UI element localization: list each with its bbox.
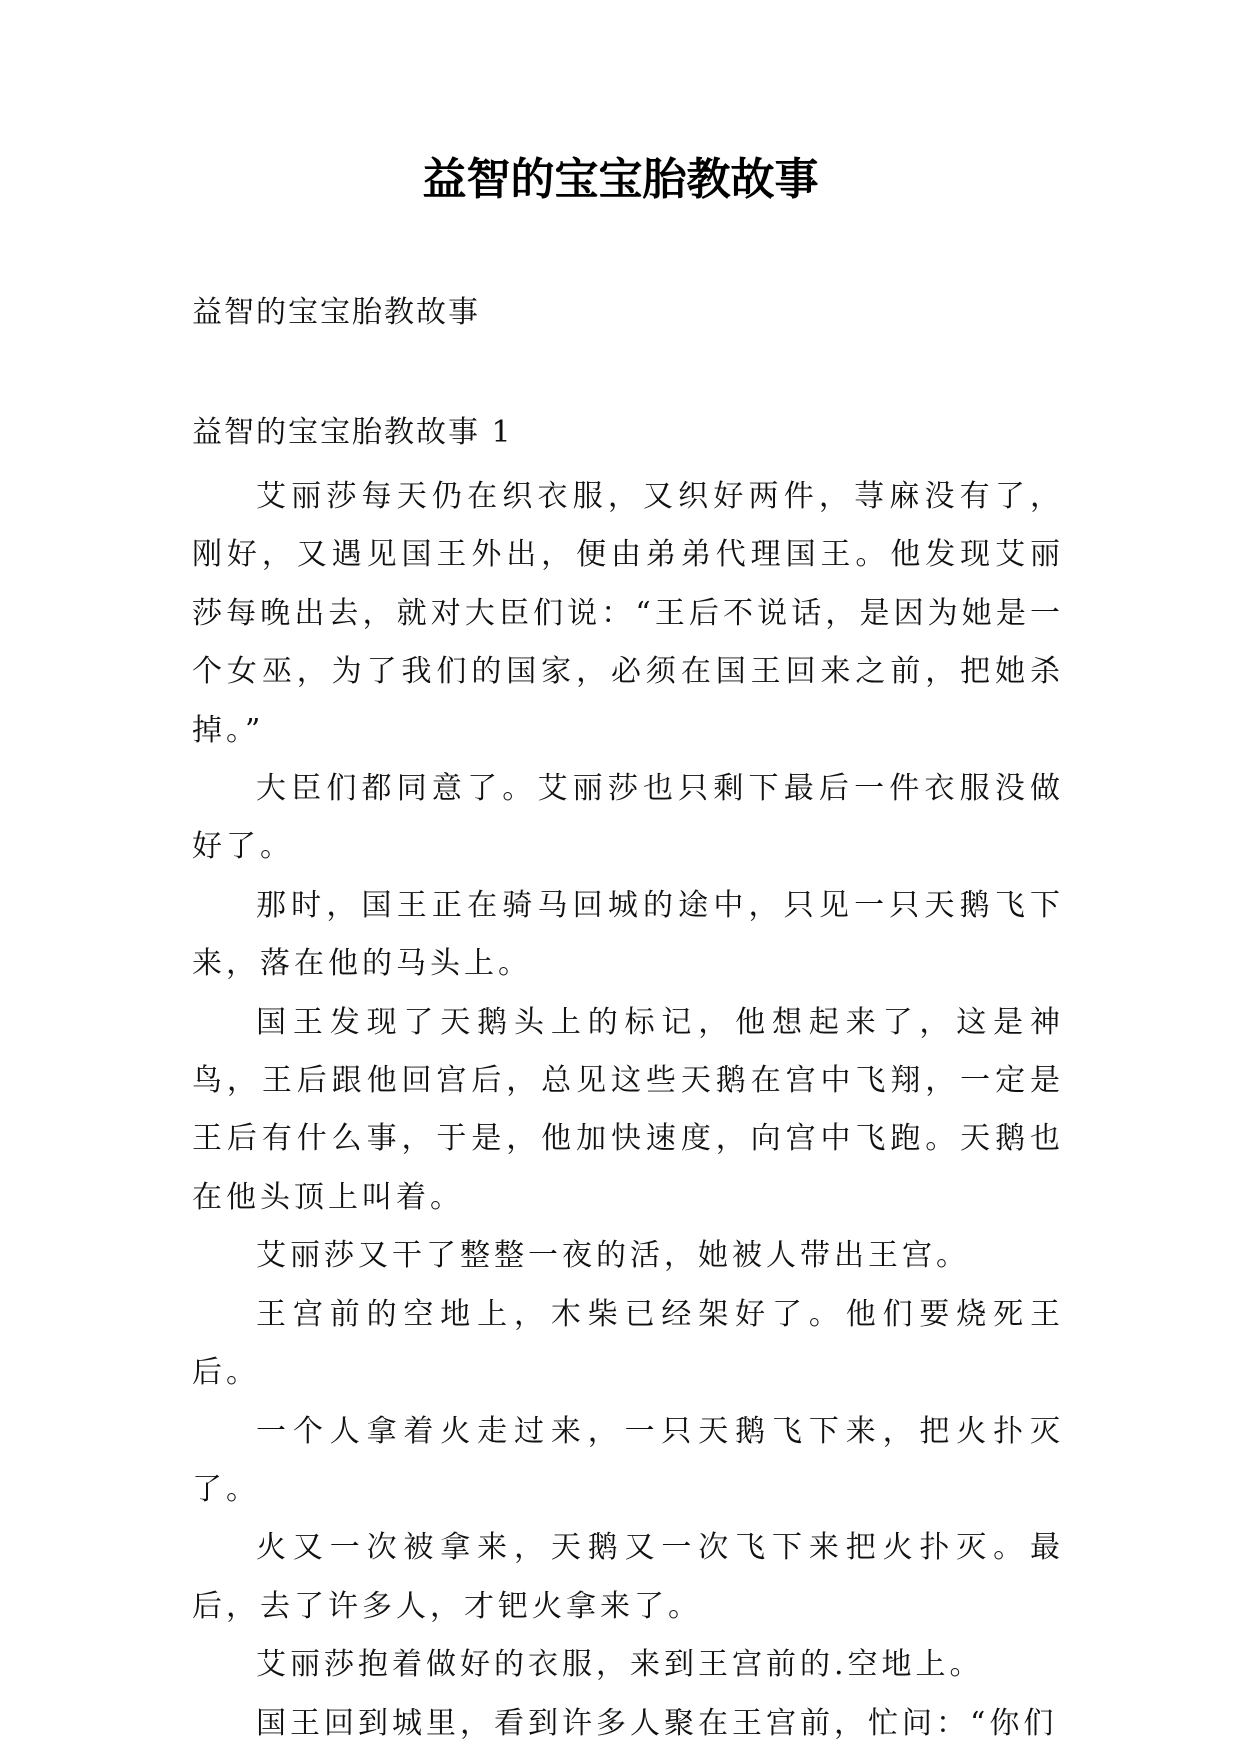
document-title: 益智的宝宝胎教故事: [422, 154, 819, 205]
paragraph: 一个人拿着火走过来，一只天鹅飞下来，把火扑灭了。: [192, 1413, 1064, 1507]
paragraph: 火又一次被拿来，天鹅又一次飞下来把火扑灭。最后，去了许多人，才钯火拿来了。: [192, 1530, 1064, 1624]
paragraph: 王宫前的空地上，木柴已经架好了。他们要烧死王后。: [192, 1296, 1064, 1391]
body-text: [192, 468, 1064, 1753]
paragraph: 那时，国王正在骑马回城的途中，只见一只天鹅飞下来，落在他的马头上。: [192, 887, 1064, 982]
paragraph: 艾丽莎每天仍在织衣服，又织好两件，荨麻没有了，刚好，又遇见国王外出，便由弟弟代理国王。他发现艾丽莎每晚出去，就对大臣们说：“王后不说话，是因为她是一个女巫，为了我们的国家，必须在国王回来之前，把她杀掉。”: [192, 479, 1064, 748]
paragraph: 国王发现了天鹅头上的标记，他想起来了，这是神鸟，王后跟他回宫后，总见这些天鹅在宫中飞翔，一定是王后有什么事，于是，他加快速度，向宫中飞跑。天鹅也在他头顶上叫着。: [192, 1004, 1064, 1215]
paragraph: 艾丽莎抱着做好的衣服，来到王宫前的.空地上。: [256, 1647, 984, 1683]
paragraph: 大臣们都同意了。艾丽莎也只剩下最后一件衣服没做好了。: [192, 771, 1064, 865]
document-subtitle: 益智的宝宝胎教故事: [192, 295, 480, 330]
paragraph: 国王回到城里，看到许多人聚在王宫前，忙问：“你们: [256, 1705, 1058, 1741]
paragraph: 艾丽莎又干了整整一夜的活，她被人带出王宫。: [256, 1238, 970, 1274]
section-heading: 益智的宝宝胎教故事 1: [192, 415, 513, 450]
